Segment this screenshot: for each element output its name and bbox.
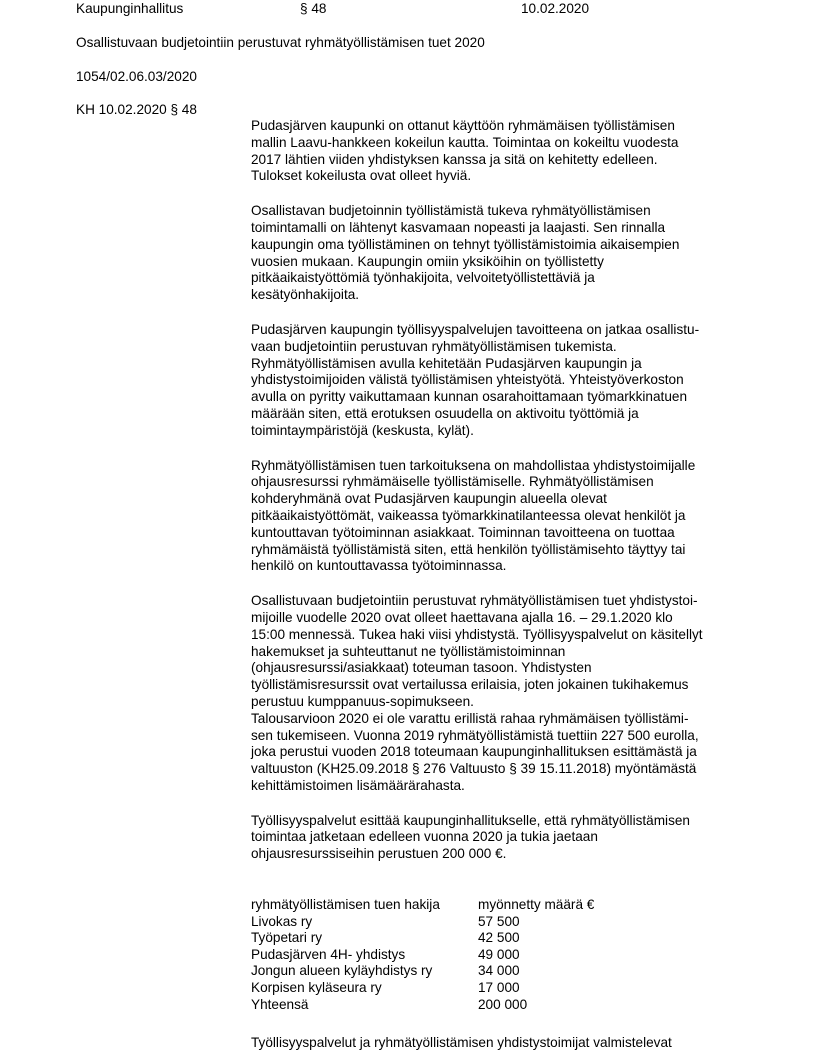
paragraph-line: joka perustui vuoden 2018 toteumaan kaupunginhallituksen esittämästä ja <box>251 744 697 760</box>
amount-cell: 57 500 <box>478 913 520 929</box>
paragraph-line: työllistämisresurssit ovat vertailussa erilaisia, joten jokainen tukihakemus <box>251 677 689 693</box>
paragraph-line: Tulokset kokeilusta ovat olleet hyviä. <box>251 168 472 184</box>
paragraph-line: pitkäaikaistyöttömiä työnhakijoita, velvoitetyöllistettäviä ja <box>251 270 595 286</box>
organ-name: Kaupunginhallitus <box>76 1 184 16</box>
section-number: § 48 <box>300 1 327 16</box>
paragraph-line: Ryhmätyöllistämisen tuen tarkoituksena on mahdollistaa yhdistystoimijalle <box>251 457 696 473</box>
table-row <box>251 980 594 997</box>
applicant-cell: Työpetari ry <box>251 930 323 946</box>
paragraphs <box>251 118 751 863</box>
applicant-cell: Livokas ry <box>251 913 313 929</box>
paragraph-line: perustuu kumppanuus-sopimukseen. <box>251 693 474 709</box>
applicant-cell: Korpisen kyläseura ry <box>251 980 382 996</box>
paragraph-line: valtuuston (KH25.09.2018 § 276 Valtuusto § 39 15.11.2018) myöntämästä <box>251 761 697 777</box>
table-row <box>251 997 594 1014</box>
paragraph-line: avulla on pyritty vaikuttamaan kunnan osarahoittamaan työmarkkinatuen <box>251 389 688 405</box>
paragraph-line: vaan budjetointiin perustuvan ryhmätyöllistämisen tukemista. <box>251 338 617 354</box>
amount-cell: 17 000 <box>478 980 520 996</box>
meeting-reference: KH 10.02.2020 § 48 <box>76 102 197 117</box>
body-paragraph <box>251 593 751 795</box>
paragraph-line: Talousarvioon 2020 ei ole varattu erillistä rahaa ryhmämäisen työllistämi- <box>251 710 689 726</box>
amount-cell: 49 000 <box>478 946 520 962</box>
table-row <box>251 947 594 964</box>
paragraph-line: kesätyönhakijoita. <box>251 287 360 303</box>
paragraph-line: kaupungin oma työllistäminen on tehnyt työllistämistoimia aikaisempien <box>251 236 680 252</box>
paragraph-line: Osallistuvaan budjetointiin perustuvat ryhmätyöllistämisen tuet yhdistystoi- <box>251 593 698 609</box>
paragraph-line: sen tukemiseen. Vuonna 2019 ryhmätyöllistämistä tuettiin 227 500 eurolla, <box>251 727 699 743</box>
diary-reference: 1054/02.06.03/2020 <box>76 69 197 84</box>
body-paragraph <box>251 118 751 185</box>
applicant-cell: Yhteensä <box>251 996 309 1012</box>
paragraph-line: toimintaa jatketaan edelleen vuonna 2020 ja tukia jaetaan <box>251 829 598 845</box>
paragraph-line: ryhmämäistä työllistämistä siten, että henkilön työllistämisehto täyttyy tai <box>251 541 686 557</box>
paragraph-line: toimintamalli on lähtenyt kasvamaan nopeasti ja laajasti. Sen rinnalla <box>251 219 666 235</box>
paragraph-line: pitkäaikaistyöttömät, vaikeassa työmarkkinatilanteessa olevat henkilöt ja <box>251 507 686 523</box>
paragraph-line: mijoille vuodelle 2020 ovat olleet haettavana ajalla 16. – 29.1.2020 klo <box>251 609 673 625</box>
paragraph-line: vuosien mukaan. Kaupungin omiin yksiköihin on työllistetty <box>251 253 604 269</box>
paragraph-line: toimintaympäristöjä (keskusta, kylät). <box>251 422 474 438</box>
body-paragraph <box>251 203 751 304</box>
paragraph-line: kuntouttavan työtoiminnan asiakkaat. Toiminnan tavoitteena on tuottaa <box>251 524 675 540</box>
body-text <box>251 118 751 1052</box>
paragraph-line: määrään siten, että erotuksen osuudella on aktivoitu työttömiä ja <box>251 405 639 421</box>
paragraph-line: (ohjausresurssi/asiakkaat) toteuman tasoon. Yhdistysten <box>251 660 592 676</box>
amount-cell: 34 000 <box>478 963 520 979</box>
paragraph-line: kohderyhmänä ovat Pudasjärven kaupungin alueella olevat <box>251 491 607 507</box>
document-header <box>0 0 816 20</box>
paragraph-line: Pudasjärven kaupunki on ottanut käyttöön ryhmämäisen työllistämisen <box>251 118 675 133</box>
document-title: Osallistuvaan budjetointiin perustuvat ryhmätyöllistämisen tuet 2020 <box>76 35 485 50</box>
body-paragraph <box>251 322 751 440</box>
amount-cell: 200 000 <box>478 996 528 1012</box>
meeting-date: 10.02.2020 <box>521 1 590 16</box>
body-paragraph <box>251 458 751 576</box>
paragraph-line: Ryhmätyöllistämisen avulla kehitetään Pudasjärven kaupungin ja <box>251 355 642 371</box>
paragraph-line: mallin Laavu-hankkeen kokeilun kautta. Toimintaa on kokeiltu vuodesta <box>251 134 679 150</box>
paragraph-line: yhdistystoimijoiden välistä työllistämisen yhteistyötä. Yhteistyöverkoston <box>251 372 684 388</box>
table-header-cell: myönnetty määrä € <box>478 897 595 913</box>
grants-table <box>251 897 594 1013</box>
paragraph-line: hakemukset ja suhteuttanut ne työllistämistoiminnan <box>251 643 566 659</box>
applicant-cell: Jongun alueen kyläyhdistys ry <box>251 963 433 979</box>
paragraph-line: 2017 lähtien viiden yhdistyksen kanssa ja sitä on kehitetty edelleen. <box>251 151 658 167</box>
table-row <box>251 914 594 931</box>
paragraph-line: ohjausresurssiseihin perustuen 200 000 €. <box>251 846 507 862</box>
paragraph-line: ohjausresurssi ryhmämäiselle työllistämiselle. Ryhmätyöllistämisen <box>251 474 654 490</box>
paragraph-line: kehittämistoimen lisämäärärahasta. <box>251 777 465 793</box>
table-row <box>251 930 594 947</box>
table-row <box>251 963 594 980</box>
amount-cell: 42 500 <box>478 930 520 946</box>
paragraph-line: 15:00 mennessä. Tukea haki viisi yhdistystä. Työllisyyspalvelut on käsitellyt <box>251 626 703 642</box>
body-paragraph <box>251 813 751 863</box>
paragraph-line: Työllisyyspalvelut esittää kaupunginhallitukselle, että ryhmätyöllistämisen <box>251 812 690 828</box>
table-header-cell: ryhmätyöllistämisen tuen hakija <box>251 897 440 913</box>
paragraph-line: Osallistavan budjetoinnin työllistämistä tukeva ryhmätyöllistämisen <box>251 203 651 219</box>
paragraph-line: henkilö on kuntouttavassa työtoiminnassa. <box>251 558 507 574</box>
applicant-cell: Pudasjärven 4H- yhdistys <box>251 946 406 962</box>
paragraph-line: Pudasjärven kaupungin työllisyyspalvelujen tavoitteena on jatkaa osallistu- <box>251 321 700 337</box>
closing-paragraph: Työllisyyspalvelut ja ryhmätyöllistämisen yhdistystoimijat valmistelevat <box>251 1035 672 1051</box>
table-header-row <box>251 897 594 914</box>
